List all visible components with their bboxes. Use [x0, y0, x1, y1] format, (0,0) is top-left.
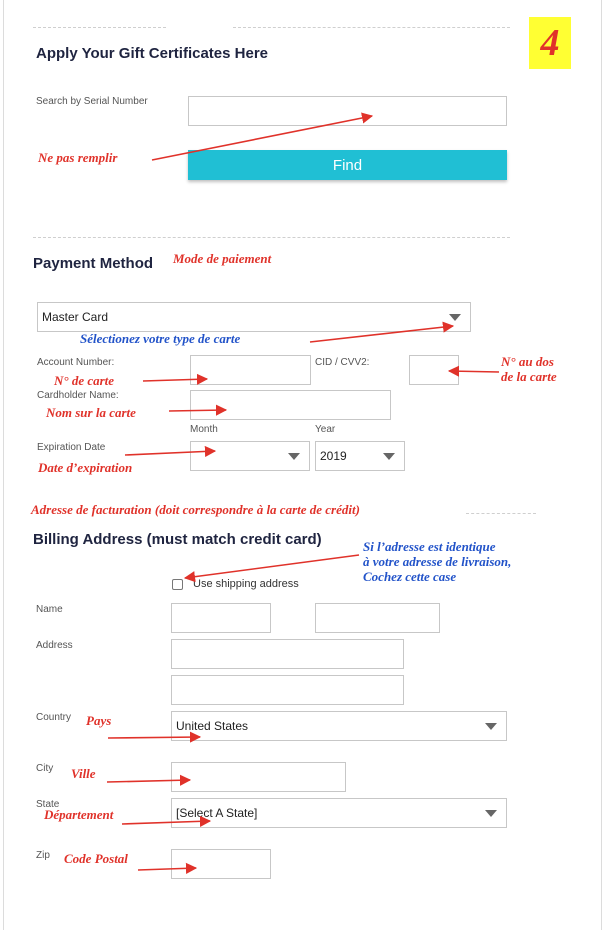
- section-divider: [466, 513, 536, 514]
- payment-title: Payment Method: [33, 255, 154, 272]
- state-label: State: [36, 799, 60, 810]
- annotation-pays: Pays: [86, 713, 112, 728]
- step-number: 4: [540, 22, 560, 64]
- account-number-input[interactable]: [190, 355, 311, 385]
- section-divider: [33, 237, 510, 238]
- annotation-departement: Département: [44, 807, 114, 822]
- country-label: Country: [36, 712, 72, 723]
- annotation-ne-pas-remplir: Ne pas remplir: [38, 150, 118, 165]
- card-type-select[interactable]: [37, 302, 471, 332]
- chevron-down-icon: [485, 723, 497, 730]
- zip-input[interactable]: [171, 849, 271, 879]
- cardholder-input[interactable]: [190, 390, 391, 420]
- chevron-down-icon: [383, 453, 395, 460]
- annotation-no-dos-1: N° au dos: [501, 354, 554, 369]
- year-select[interactable]: [315, 441, 405, 471]
- expiration-label: Expiration Date: [37, 442, 106, 453]
- month-select[interactable]: [190, 441, 310, 471]
- cardholder-label: Cardholder Name:: [37, 390, 119, 401]
- year-value: 2019: [320, 449, 347, 463]
- chevron-down-icon: [449, 314, 461, 321]
- annotation-identique-2: à votre adresse de livraison,: [363, 554, 512, 569]
- serial-input[interactable]: [188, 96, 507, 126]
- address-line1-input[interactable]: [171, 639, 404, 669]
- first-name-input[interactable]: [171, 603, 271, 633]
- annotation-nom-carte: Nom sur la carte: [46, 405, 136, 420]
- annotation-mode-paiement: Mode de paiement: [173, 251, 272, 266]
- annotation-ville: Ville: [71, 766, 96, 781]
- country-select[interactable]: [171, 711, 507, 741]
- annotation-identique-1: Si l’adresse est identique: [363, 539, 496, 554]
- annotation-no-carte: N° de carte: [54, 373, 115, 388]
- chevron-down-icon: [485, 810, 497, 817]
- step-badge: [529, 17, 571, 69]
- cvv-input[interactable]: [409, 355, 459, 385]
- section-divider: [33, 27, 166, 28]
- year-label: Year: [315, 424, 336, 435]
- chevron-down-icon: [288, 453, 300, 460]
- annotation-adresse-facturation: Adresse de facturation (doit correspondre à la carte de crédit): [31, 502, 360, 517]
- find-button[interactable]: Find: [188, 150, 507, 180]
- city-input[interactable]: [171, 762, 346, 792]
- state-select[interactable]: [171, 798, 507, 828]
- country-value: United States: [176, 719, 249, 733]
- state-value: [Select A State]: [176, 806, 258, 820]
- annotation-identique-3: Cochez cette case: [363, 569, 457, 584]
- city-label: City: [36, 763, 54, 774]
- address-label: Address: [36, 640, 73, 651]
- month-label: Month: [190, 424, 218, 435]
- last-name-input[interactable]: [315, 603, 440, 633]
- account-number-label: Account Number:: [37, 357, 115, 368]
- gift-title: Apply Your Gift Certificates Here: [36, 45, 269, 62]
- section-divider: [233, 27, 510, 28]
- annotation-date-expiration: Date d’expiration: [38, 460, 133, 475]
- billing-title: Billing Address (must match credit card): [33, 531, 322, 548]
- use-shipping-checkbox[interactable]: [172, 579, 183, 590]
- address-line2-input[interactable]: [171, 675, 404, 705]
- annotation-no-dos-2: de la carte: [501, 369, 557, 384]
- name-label: Name: [36, 604, 63, 615]
- annotation-code-postal: Code Postal: [64, 851, 128, 866]
- use-shipping-label: Use shipping address: [193, 578, 299, 590]
- cvv-label: CID / CVV2:: [315, 357, 370, 368]
- card-type-value: Master Card: [42, 310, 109, 324]
- annotation-type-carte: Sélectionez votre type de carte: [80, 331, 241, 346]
- zip-label: Zip: [36, 850, 50, 861]
- serial-label: Search by Serial Number: [36, 96, 148, 107]
